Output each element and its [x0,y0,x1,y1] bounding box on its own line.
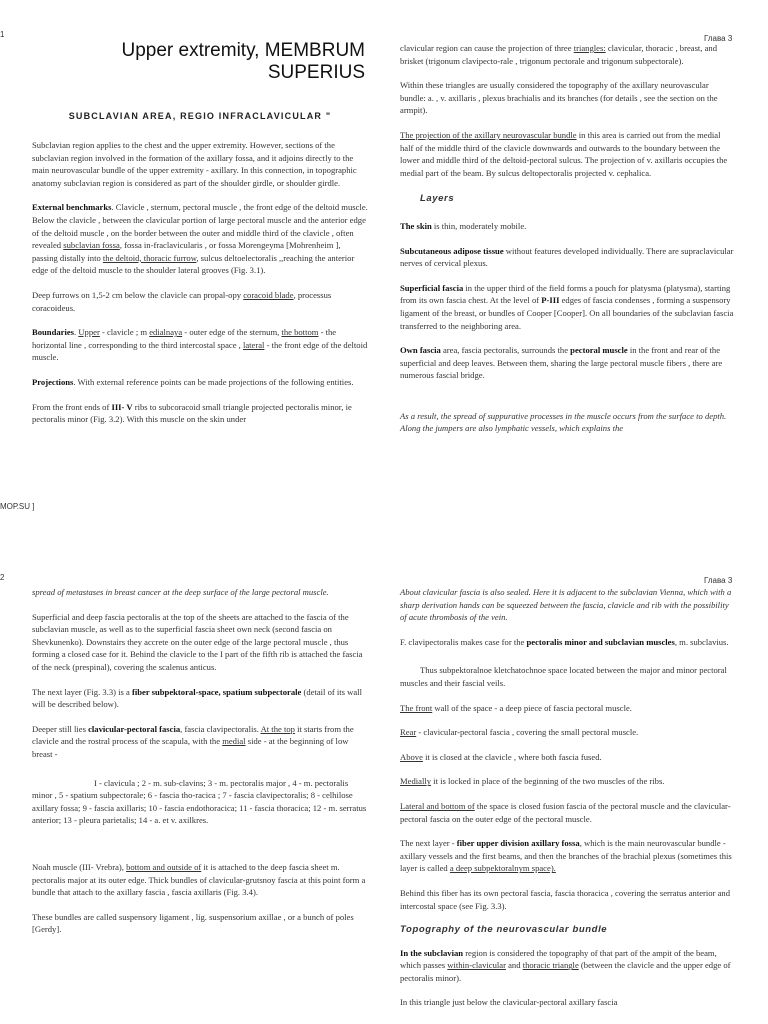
page2-left-column [32,586,368,948]
title-line-1: Upper extremity, MEMBRUM [121,40,365,61]
paragraph: As a result, the spread of suppurative processes in the muscle occurs from the surface to depth. Along the jumpers are also lymphatic vessels, which explains the [400,410,727,434]
paragraph: From the front ends of III- V ribs to subcoracoid small triangle projected pectoralis minor, ie pectoralis minor (Fig. 3.2). With this muscle on the skin under [32,401,352,425]
page1-left-column [32,139,368,438]
paragraph: Superficial fascia in the upper third of the field forms a pouch for platysma (platysma), starting from its own fascia chest. At the level of P-III edges of fascia condenses , forming a suspensory ligament of the breast, or bundles of Cooper [Cooper]. On all boundaries of the subclavian fascia transferred to the neighboring area. [400,282,734,331]
paragraph: Deeper still lies clavicular-pectoral fascia, fascia clavipectoralis. At the top it starts from the clavicle and the rostral process of the scapula, with the medial side - at the beginning of low breast - [32,723,354,759]
paragraph: Subclavian region applies to the chest and the upper extremity. However, sections of the subclavian region involved in the formation of the axillary fossa, and it adjoins directly to the main neurovascular bundle of the upper extremity - axillary. In this connection, in topographic anatomy subclavian region is considered as part of the shoulder girdle, or shoulder girdle. [32,140,357,188]
paragraph: Boundaries. Upper - clavicle ; m edialnaya - outer edge of the sternum, the bottom - the horizontal line , corresponding to the third intercostal space , lateral - the front edge of the deltoid muscle. [32,327,368,363]
paragraph: These bundles are called suspensory ligament , lig. suspensorium axillae , or a bunch of poles [Gerdy]. [32,911,354,935]
paragraph: The projection of the axillary neurovascular bundle in this area is carried out from the medial half of the middle third of the clavicle downwards and outwards to the boundary between the lower and middle third of the deltoid-pectoral sulcus. The projection of v. axillaris occupies the medial part of the beam. By sulcus deltopectoralis projected v. cephalica. [400,129,728,178]
page-title [100,40,365,84]
paragraph: Thus subpektoralnoe kletchatochnoe space located between the major and minor pectoral muscles and their fascial veils. [400,665,727,688]
paragraph: Superficial and deep fascia pectoralis at the top of the sheets are attached to the fascia of the subclavian muscle, as well as to the superficial fascia sheet own neck (second fascia on Shevkunenko). Downstairs they accrete on the outer edge of the large pectoral muscle , thus forming a closed case for it. Behind the clavicle to the I part of the fifth rib is attached the fascia of the neck (prespinal), covering the scalenus anticus. [32,611,363,672]
chapter-label: Глава 3 [704,34,733,43]
paragraph: Within these triangles are usually considered the topography of the axillary neurovascular bundle: a. , v. axillaris , plexus brachialis and its branches (for details , see the section on the armpit). [400,80,718,116]
paragraph: Subcutaneous adipose tissue without features developed individually. There are supraclavicular nerves of cervical plexus. [400,245,734,269]
paragraph: clavicular region can cause the projection of three triangles: clavicular, thoracic , breast, and brisket (trigonum clavipecto-rale , trigonum pectorale and trigonum subpectorale). [400,43,718,66]
paragraph: The skin is thin, moderately mobile. [400,220,527,231]
paragraph: The next layer - fiber upper division axillary fossa, which is the main neurovascular bundle - axillary vessels and the first beams, and then the branches of the brachial plexus (sometimes this layer is called a deep subpektoralnym space). [400,838,732,874]
paragraph: Lateral and bottom of the space is closed fusion fascia of the pectoral muscle and the clavicular-pectoral fascia on the outer edge of the pectoral muscle. [400,800,731,824]
paragraph: Rear - clavicular-pectoral fascia , covering the small pectoral muscle. [400,727,639,738]
page1-right-column [400,42,734,447]
chapter-label: Глава 3 [704,576,733,585]
section-subtitle: SUBCLAVIAN AREA, REGIO INFRACLAVICULAR " [68,111,332,121]
paragraph: Behind this fiber has its own pectoral fascia, fascia thoracica , covering the serratus anterior and intercostal space (see Fig. 3.3). [400,887,731,911]
paragraph: External benchmarks. Clavicle , sternum, pectoral muscle , the front edge of the deltoid muscle. Below the clavicle , between the clavicular portion of large pectoral muscle and the anterior edge of the deltoid muscle , on the border between the outer and middle third of the clavicle , often revealed subclavian fossa, fossa in-fraclavicularis , or fossa Morengeyma [Mohrenheim ], passing distally into the deltoid, thoracic furrow, sulcus deltoelectoralis ,,reaching the anterior edge of the deltoid muscle to the shoulder lateral grooves (Fig. 3.1). [32,202,368,276]
layers-heading: Layers [420,193,455,205]
paragraph: F. clavipectoralis makes case for the pectoralis minor and subclavian muscles, m. subclavius. [400,636,729,647]
paragraph: Noah muscle (III- Vrebra), bottom and outside of it is attached to the deep fascia sheet m. pectoralis major at its outer edge. Thick bundles of clavicular-grutsnoy fascia at this point form a bundle that attach to the axillary fascia , fascia axillaris (Fig. 3.4). [32,861,366,898]
figure-legend: I - clavicula ; 2 - m. sub-clavins; 3 - m. pectoralis major , 4 - m. pectoralis minor , 5 - spatium subpectorale; 6 - fascia tho-racica ; 7 - fascia clavipectoralis; 8 - celhilose axillary fossa; 9 - fascia axillaris; 10 - fascia endothoracica; 11 - fascia thoracica; 12 - m. serratus anterior; 13 - pleura parietalis; 14 - a. et v. axilkres. [32,777,367,826]
paragraph: Deep furrows on 1,5-2 cm below the clavicle can propal-opy coracoid blade, processus coracoideus. [32,289,332,313]
page-number: 1 [0,30,5,39]
paragraph: Medially it is locked in place of the beginning of the two muscles of the ribs. [400,776,665,787]
paragraph: The front wall of the space - a deep piece of fascia pectoral muscle. [400,702,632,713]
paragraph: The next layer (Fig. 3.3) is a fiber subpektoral-space, spatium subpectorale (detail of its wall will be described below). [32,686,362,710]
section-heading: Topography of the neurovascular bundle [400,924,608,936]
page-number: 2 [0,573,5,582]
paragraph: In this triangle just below the clavicular-pectoral axillary fascia [400,997,618,1008]
page2-right-column [400,586,734,1021]
paragraph: Projections. With external reference points can be made projections of the following entities. [32,376,354,387]
paragraph: Own fascia area, fascia pectoralis, surrounds the pectoral muscle in the front and rear of the superficial and deep leaves. Between them, sharing the large pectoral muscle fibers , there are numerous fascial bridge. [400,345,723,381]
title-line-2: SUPERIUS [267,62,365,83]
paragraph: About clavicular fascia is also sealed. Here it is adjacent to the subclavian Vienna, which with a sharp derivation hands can be squeezed between the fascia, clavicle and rib with the possibility of acute thrombosis of the vein. [400,587,732,623]
paragraph: Above it is closed at the clavicle , where both fascia fused. [400,751,602,762]
paragraph: In the subclavian region is considered the topography of that part of the ampit of the beam, which passes within-clavicular and thoracic triangle (between the clavicle and the upper edge of pectoralis minor). [400,947,731,983]
footer-mark: МОР.SU ] [0,502,35,511]
paragraph: spread of metastases in breast cancer at the deep surface of the large pectoral muscle. [32,587,329,597]
